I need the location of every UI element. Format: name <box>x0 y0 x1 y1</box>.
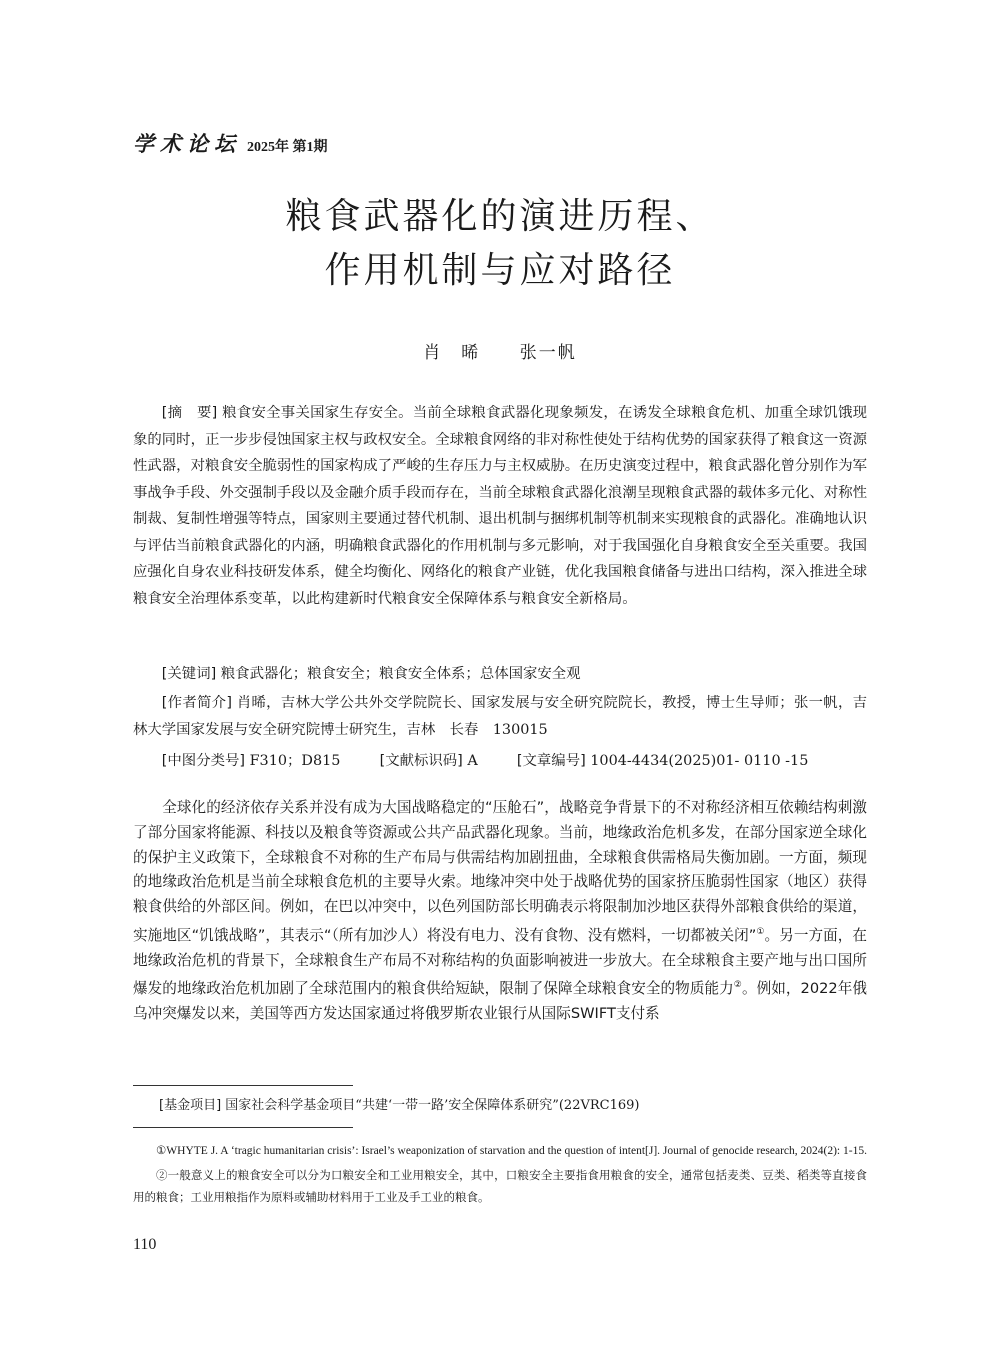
abstract <box>133 400 867 612</box>
classification-line <box>133 748 867 775</box>
footnote-1: ①WHYTE J. A ‘tragic humanitarian crisis’: Israel’s weaponization of starvation and the question of intent[J]. Journal of genocide research, 2024(2): 1-15. <box>156 1145 867 1157</box>
article-title <box>0 190 1000 298</box>
body-paragraph <box>133 796 867 1027</box>
body-text-part-2: 。另一方面，在地缘政治危机的背景下，全球粮食生产布局不对称结构的负面影响被进一步放大。在全球粮食主要产地与出口国所爆发的地缘政治危机加剧了全球范围内的粮食供给短缺，限制了保障全球粮食安全的物质能力 <box>133 926 867 998</box>
doc-code-value: A <box>467 753 478 769</box>
doc-code-label: [文献标识码] <box>379 753 463 769</box>
page-number: 110 <box>133 1236 157 1253</box>
abstract-label: [摘 要] <box>161 405 218 421</box>
fund-label: [基金项目] <box>159 1098 222 1113</box>
article-no-label: [文章编号] <box>516 753 586 769</box>
journal-name: 学术论坛 <box>133 131 241 156</box>
footnote-ref-1[interactable]: ① <box>756 926 765 937</box>
abstract-text: 粮食安全事关国家生存安全。当前全球粮食武器化现象频发，在诱发全球粮食危机、加重全球饥饿现象的同时，正一步步侵蚀国家主权与政权安全。全球粮食网络的非对称性使处于结构优势的国家获得了粮食这一资源性武器，对粮食安全脆弱性的国家构成了严峻的生存压力与主权威胁。在历史演变过程中，粮食武器化曾分别作为军事战争手段、外交强制手段以及金融介质手段而存在，当前全球粮食武器化浪潮呈现粮食武器的载体多元化、对称性制裁、复制性增强等特点，国家则主要通过替代机制、退出机制与捆绑机制等机制来实现粮食的武器化。准确地认识与评估当前粮食武器化的内涵，明确粮食武器化的作用机制与多元影响，对于我国强化自身粮食安全至关重要。我国应强化自身农业科技研发体系，健全均衡化、网络化的粮食产业链，优化我国粮食储备与进出口结构，深入推进全球粮食安全治理体系变革，以此构建新时代粮食安全保障体系与粮食安全新格局。 <box>133 405 868 607</box>
footnote-ref-2[interactable]: ② <box>733 980 742 991</box>
title-line-1: 粮食武器化的演进历程、 <box>285 196 715 237</box>
author-info-text: 肖晞，吉林大学公共外交学院院长、国家发展与安全研究院院长，教授，博士生导师；张一帆，吉林大学国家发展与安全研究院博士研究生，吉林 长春 130015 <box>133 695 868 738</box>
clc-label: [中图分类号] <box>161 753 245 769</box>
clc-value: F310；D815 <box>249 753 341 769</box>
author-1: 肖 晞 <box>423 343 481 363</box>
body-text-part-3: 。例如，2022年俄乌冲突爆发以来，美国等西方发达国家通过将俄罗斯农业银行从国际SWIFT支付系 <box>133 980 867 1023</box>
author-info <box>133 690 867 743</box>
author-2: 张一帆 <box>519 343 577 363</box>
title-line-2: 作用机制与应对路径 <box>324 250 676 291</box>
footnote-divider-1 <box>133 1085 353 1086</box>
article-no-value: 1004-4434(2025)01- 0110 -15 <box>590 753 809 769</box>
body-text-part-1: 全球化的经济依存关系并没有成为大国战略稳定的“压舱石”，战略竞争背景下的不对称经济相互依赖结构刺激了部分国家将能源、科技以及粮食等资源或公共产品武器化现象。当前，地缘政治危机多发，在部分国家逆全球化的保护主义政策下，全球粮食不对称的生产布局与供需结构加剧扭曲，全球粮食供需格局失衡加剧。一方面，频现的地缘政治危机是当前全球粮食危机的主要导火索。地缘冲突中处于战略优势的国家挤压脆弱性国家（地区）获得粮食供给的外部区间。例如，在巴以冲突中，以色列国防部长明确表示将限制加沙地区获得外部粮食供给的渠道，实施地区“饥饿战略”，其表示“（所有加沙人）将没有电力、没有食物、没有燃料，一切都被关闭” <box>133 799 867 944</box>
issue-number: 2025年 第1期 <box>247 140 328 155</box>
keywords <box>133 661 867 688</box>
running-header <box>133 128 328 158</box>
footnote-divider-2 <box>133 1127 353 1128</box>
footnote-2: ②一般意义上的粮食安全可以分为口粮安全和工业用粮安全，其中，口粮安全主要指食用粮食的安全，通常包括麦类、豆类、稻类等直接食用的粮食；工业用粮指作为原料或辅助材料用于工业及手工业的粮食。 <box>133 1170 867 1204</box>
author-list <box>0 338 1000 363</box>
keywords-text: 粮食武器化；粮食安全；粮食安全体系；总体国家安全观 <box>220 666 581 682</box>
fund-text: 国家社会科学基金项目“共建‘一带一路’安全保障体系研究”(22VRC169) <box>225 1098 640 1113</box>
fund-project <box>133 1094 867 1113</box>
author-info-label: [作者简介] <box>161 695 232 711</box>
keywords-label: [关键词] <box>161 666 217 682</box>
footnotes <box>133 1140 867 1212</box>
